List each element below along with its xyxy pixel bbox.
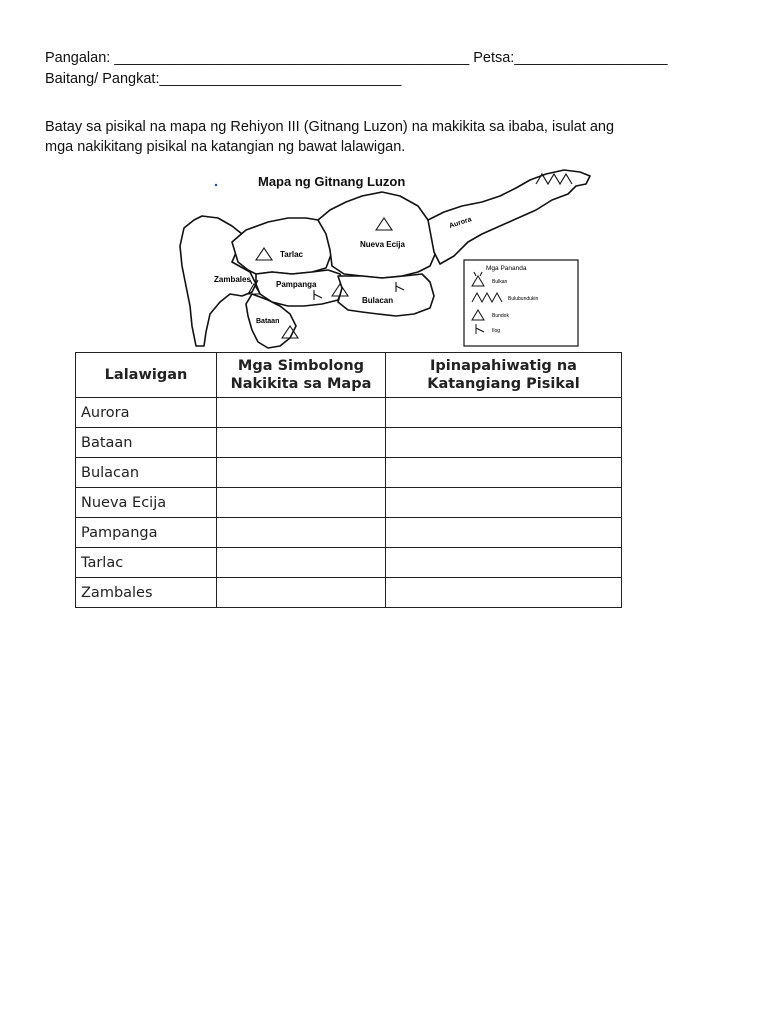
map-legend [464,260,578,346]
table-row [76,428,622,458]
header-province: Lalawigan [76,353,217,398]
province-name: Tarlac [76,548,217,578]
table-row [76,488,622,518]
features-cell[interactable] [386,428,622,458]
date-blank[interactable]: ___________________ [514,50,668,66]
symbols-cell[interactable] [217,578,386,608]
label-nueva-ecija: Nueva Ecija [360,240,405,249]
symbols-cell[interactable] [217,398,386,428]
features-cell[interactable] [386,488,622,518]
legend-item-mountain-range: Bulubundukin [508,296,539,302]
header-symbols: Mga Simbolong Nakikita sa Mapa [217,353,386,398]
legend-item-river: Ilog [492,328,501,334]
symbols-cell[interactable] [217,458,386,488]
instruction-line-2: mga nakikitang pisikal na katangian ng bawat lalawigan. [45,139,406,155]
features-cell[interactable] [386,548,622,578]
name-date-line [45,50,668,66]
nueva-ecija-region [318,192,436,278]
table-row [76,518,622,548]
legend-item-mountain: Bundok [492,313,509,319]
label-bulacan: Bulacan [362,296,394,305]
map-title: Mapa ng Gitnang Luzon [258,174,406,189]
instruction-line-1: Batay sa pisikal na mapa ng Rehiyon III (Gitnang Luzon) na makikita sa ibaba, isulat ang [45,119,615,135]
symbols-cell[interactable] [217,428,386,458]
label-pampanga: Pampanga [276,280,317,289]
grade-label: Baitang/ Pangkat: [45,71,160,87]
central-luzon-map [172,166,608,350]
name-blank[interactable]: ____________________________________________ [114,50,470,66]
symbols-cell[interactable] [217,488,386,518]
province-table [75,352,622,608]
date-label: Petsa: [473,50,515,66]
header-physical-features: Ipinapahiwatig na Katangiang Pisikal [386,353,622,398]
symbols-cell[interactable] [217,548,386,578]
province-name: Pampanga [76,518,217,548]
features-cell[interactable] [386,518,622,548]
label-aurora: Aurora [448,216,473,230]
table-row [76,398,622,428]
symbols-cell[interactable] [217,518,386,548]
province-name: Zambales [76,578,217,608]
province-name: Nueva Ecija [76,488,217,518]
bulacan-region [338,274,434,316]
table-row [76,578,622,608]
province-name: Aurora [76,398,217,428]
table-header-row [76,353,622,398]
name-label: Pangalan: [45,50,111,66]
table-row [76,458,622,488]
province-name: Bataan [76,428,217,458]
grade-blank[interactable]: ______________________________ [159,71,402,87]
features-cell[interactable] [386,458,622,488]
label-zambales: Zambales [214,275,251,284]
tarlac-region [232,218,332,274]
legend-item-volcano: Bulkan [492,279,508,285]
grade-section-line [45,71,401,87]
map-dot [215,184,217,186]
label-bataan: Bataan [256,318,280,325]
features-cell[interactable] [386,398,622,428]
province-name: Bulacan [76,458,217,488]
aurora-region [428,170,590,264]
label-tarlac: Tarlac [280,250,303,259]
table-row [76,548,622,578]
legend-title: Mga Pananda [486,265,527,272]
features-cell[interactable] [386,578,622,608]
